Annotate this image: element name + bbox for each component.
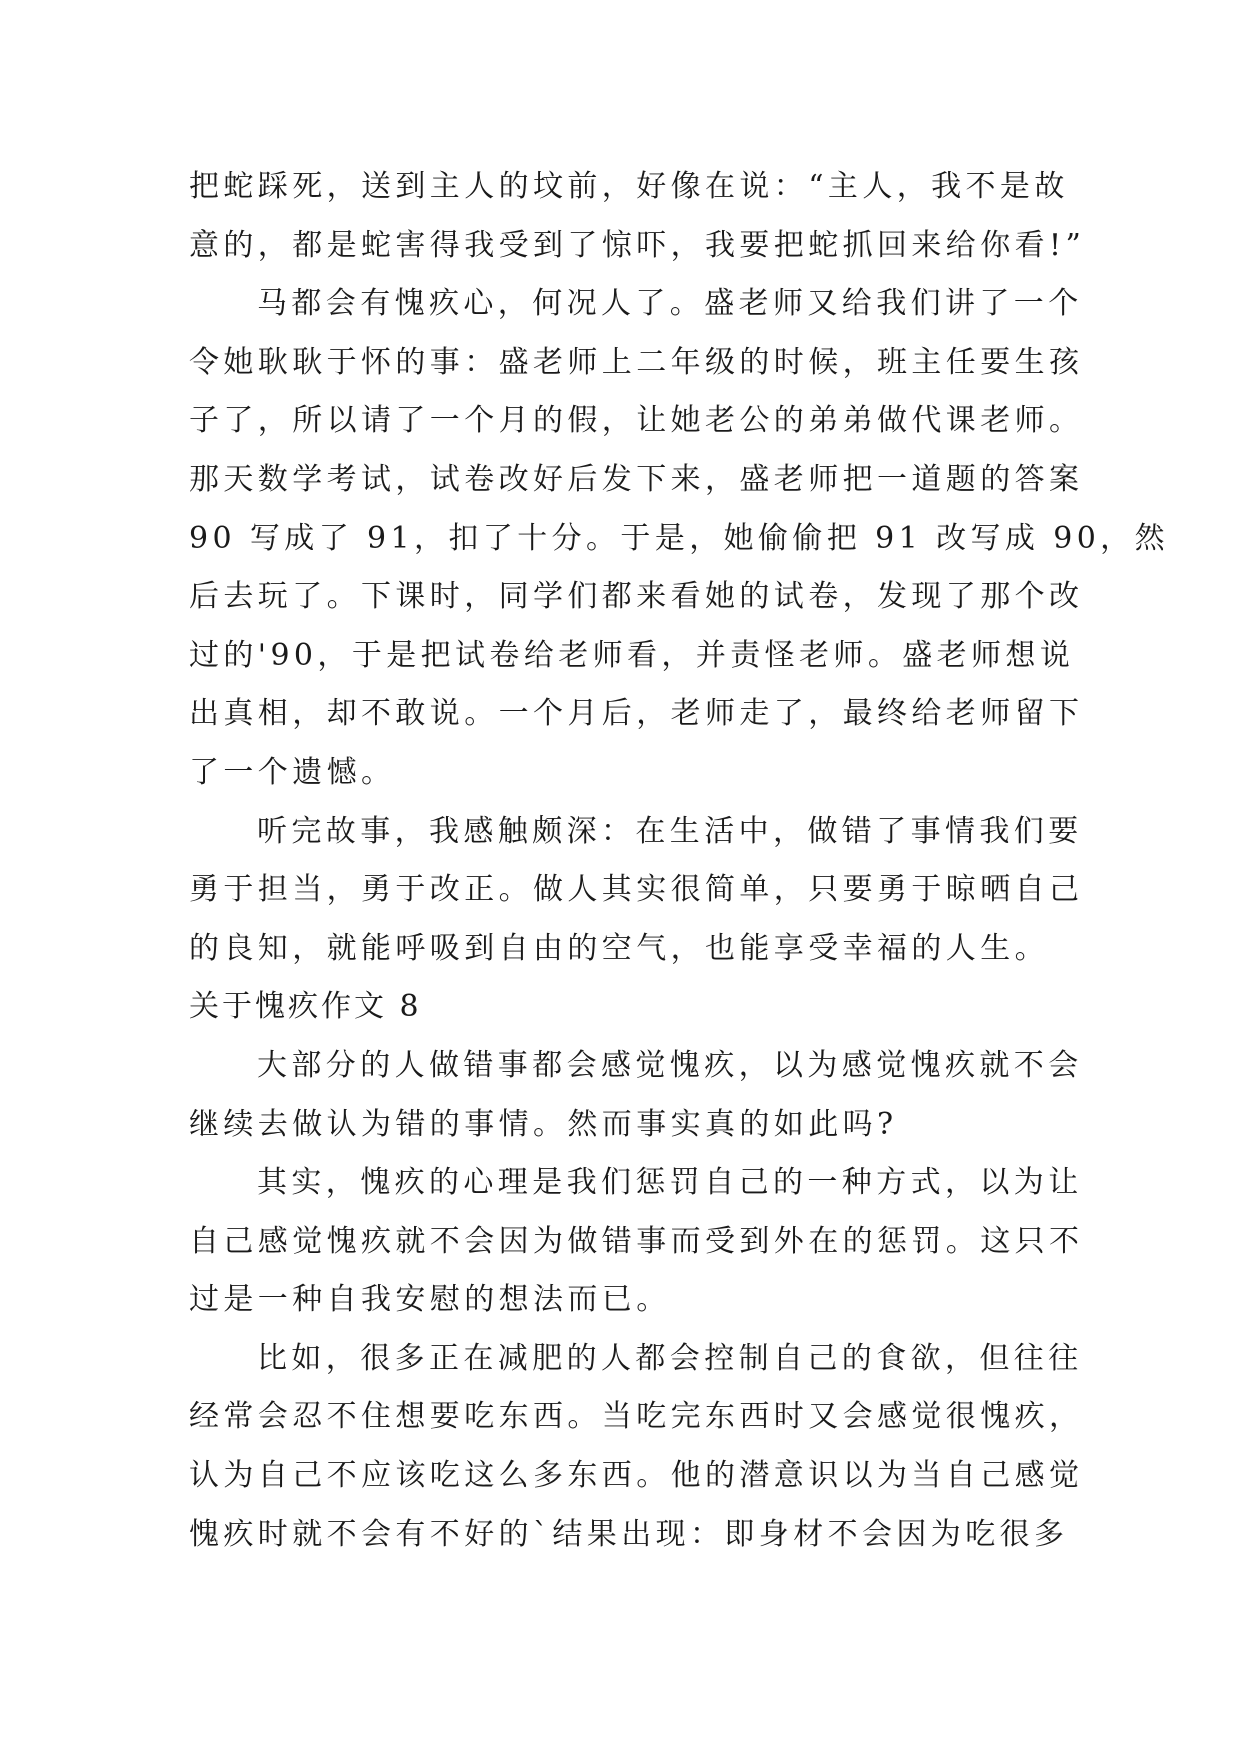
section-heading: 关于愧疚作文 8 <box>189 989 422 1025</box>
text-line: 意的，都是蛇害得我受到了惊吓，我要把蛇抓回来给你看!” <box>189 227 1086 263</box>
text-line: 愧疚时就不会有不好的`结果出现：即身材不会因为吃很多 <box>189 1516 1069 1552</box>
text-line: 经常会忍不住想要吃东西。当吃完东西时又会感觉很愧疚， <box>189 1399 1084 1435</box>
text-line: 了一个遗憾。 <box>189 754 396 790</box>
text-line: 那天数学考试，试卷改好后发下来，盛老师把一道题的答案 <box>189 461 1084 497</box>
text-line: 继续去做认为错的事情。然而事实真的如此吗? <box>189 1106 898 1142</box>
text-line: 把蛇踩死，送到主人的坟前，好像在说：“主人，我不是故 <box>189 169 1069 204</box>
text-line: 的良知，就能呼吸到自由的空气，也能享受幸福的人生。 <box>189 930 1049 966</box>
paragraph-start-line: 比如，很多正在减肥的人都会控制自己的食欲，但往往 <box>257 1340 1083 1376</box>
text-line: 出真相，却不敢说。一个月后，老师走了，最终给老师留下 <box>189 696 1084 732</box>
text-line: 子了，所以请了一个月的假，让她老公的弟弟做代课老师。 <box>189 403 1084 439</box>
paragraph-start-line: 马都会有愧疚心，何况人了。盛老师又给我们讲了一个 <box>257 286 1083 322</box>
essay-text <box>189 158 1169 1564</box>
text-line: 过的'90，于是把试卷给老师看，并责怪老师。盛老师想说 <box>189 637 1075 673</box>
text-line: 令她耿耿于怀的事：盛老师上二年级的时候，班主任要生孩 <box>189 344 1084 380</box>
text-line: 过是一种自我安慰的想法而已。 <box>189 1282 671 1318</box>
paragraph-start-line: 其实，愧疚的心理是我们惩罚自己的一种方式，以为让 <box>257 1165 1083 1201</box>
paragraph-start-line: 大部分的人做错事都会感觉愧疚，以为感觉愧疚就不会 <box>257 1047 1083 1083</box>
text-line: 自己感觉愧疚就不会因为做错事而受到外在的惩罚。这只不 <box>189 1223 1084 1259</box>
text-line: 后去玩了。下课时，同学们都来看她的试卷，发现了那个改 <box>189 579 1084 615</box>
text-line: 认为自己不应该吃这么多东西。他的潜意识以为当自己感觉 <box>189 1458 1084 1494</box>
text-line: 90 写成了 91，扣了十分。于是，她偷偷把 91 改写成 90，然 <box>189 520 1169 556</box>
text-line: 勇于担当，勇于改正。做人其实很简单，只要勇于晾晒自己 <box>189 872 1084 908</box>
paragraph-start-line: 听完故事，我感触颇深：在生活中，做错了事情我们要 <box>257 813 1083 849</box>
